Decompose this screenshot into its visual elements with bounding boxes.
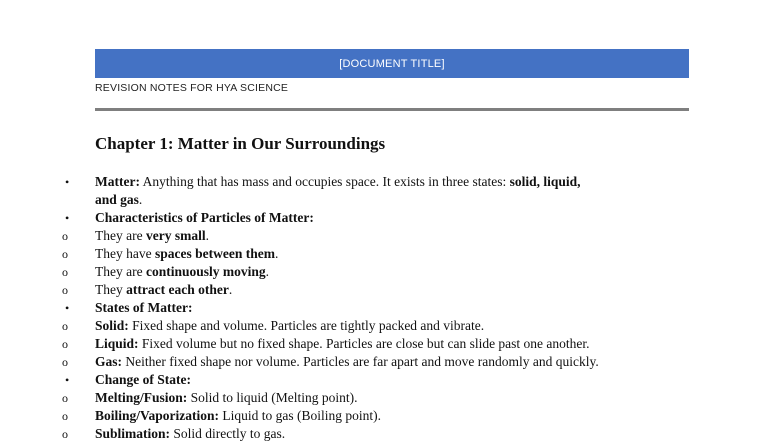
sub-item-bold: spaces between them xyxy=(154,246,275,261)
sub-item-end: . xyxy=(274,246,279,261)
document-title-bar xyxy=(95,49,689,78)
sub-item-text: Solid to liquid (Melting point). xyxy=(187,390,358,405)
circle-marker: o xyxy=(62,409,68,423)
list-item-change xyxy=(0,371,784,389)
sub-item-end: . xyxy=(205,228,209,243)
sub-item xyxy=(0,407,784,425)
sub-item-bold: Melting/Fusion: xyxy=(95,390,188,405)
header-divider xyxy=(95,108,689,111)
list-item-states xyxy=(0,299,784,317)
sub-item-text: They are xyxy=(95,228,146,243)
states-label: States of Matter: xyxy=(95,300,193,315)
list-item-characteristics xyxy=(0,209,784,227)
circle-marker: o xyxy=(62,229,68,243)
sub-item-bold: Sublimation: xyxy=(95,426,171,441)
sub-item xyxy=(0,281,784,299)
sub-item-text: Liquid to gas (Boiling point). xyxy=(219,408,382,423)
matter-text: Anything that has mass and occupies space. It exists in three states: xyxy=(139,174,510,189)
matter-states-bold: solid, liquid, xyxy=(509,174,581,189)
matter-label: Matter: xyxy=(95,174,140,189)
sub-item xyxy=(0,425,784,441)
matter-end: . xyxy=(138,192,143,207)
sub-item-text: Fixed volume but no fixed shape. Particles are close but can slide past one another. xyxy=(138,336,590,351)
sub-item-text: Solid directly to gas. xyxy=(170,426,286,441)
circle-marker: o xyxy=(62,283,68,297)
list-item-matter-cont xyxy=(0,191,784,209)
sub-item-end: . xyxy=(228,282,233,297)
notes-list xyxy=(0,173,784,441)
sub-item xyxy=(0,353,784,371)
sub-item xyxy=(0,389,784,407)
bullet-marker: • xyxy=(65,211,70,225)
circle-marker: o xyxy=(62,337,68,351)
circle-marker: o xyxy=(62,391,68,405)
sub-item-text: They have xyxy=(95,246,155,261)
document-title: [DOCUMENT TITLE] xyxy=(339,57,445,70)
sub-item xyxy=(0,227,784,245)
sub-item-text: They are xyxy=(95,264,146,279)
sub-item-bold: very small xyxy=(145,228,206,243)
sub-item-bold: continuously moving xyxy=(145,264,266,279)
chapter-heading: Chapter 1: Matter in Our Surroundings xyxy=(95,134,386,153)
sub-item xyxy=(0,335,784,353)
circle-marker: o xyxy=(62,427,68,441)
sub-item-bold: Liquid: xyxy=(95,336,139,351)
sub-item-bold: Boiling/Vaporization: xyxy=(95,408,220,423)
bullet-marker: • xyxy=(65,175,70,189)
sub-item-text: They xyxy=(95,282,127,297)
circle-marker: o xyxy=(62,355,68,369)
characteristics-label: Characteristics of Particles of Matter: xyxy=(95,210,314,225)
sub-item-text: Neither fixed shape nor volume. Particles are far apart and move randomly and quickly. xyxy=(122,354,599,369)
circle-marker: o xyxy=(62,319,68,333)
sub-item-bold: Gas: xyxy=(95,354,122,369)
sub-item xyxy=(0,263,784,281)
sub-item xyxy=(0,317,784,335)
sub-item-bold: Solid: xyxy=(95,318,129,333)
circle-marker: o xyxy=(62,247,68,261)
matter-gas-bold: and gas xyxy=(95,192,139,207)
bullet-marker: • xyxy=(65,301,70,315)
sub-item-text: Fixed shape and volume. Particles are tightly packed and vibrate. xyxy=(128,318,485,333)
sub-item-end: . xyxy=(265,264,269,279)
sub-item xyxy=(0,245,784,263)
circle-marker: o xyxy=(62,265,68,279)
change-label: Change of State: xyxy=(95,372,191,387)
sub-item-bold: attract each other xyxy=(126,282,229,297)
list-item-matter xyxy=(0,173,784,191)
document-subtitle: REVISION NOTES FOR HYA SCIENCE xyxy=(95,82,289,94)
bullet-marker: • xyxy=(65,373,70,387)
